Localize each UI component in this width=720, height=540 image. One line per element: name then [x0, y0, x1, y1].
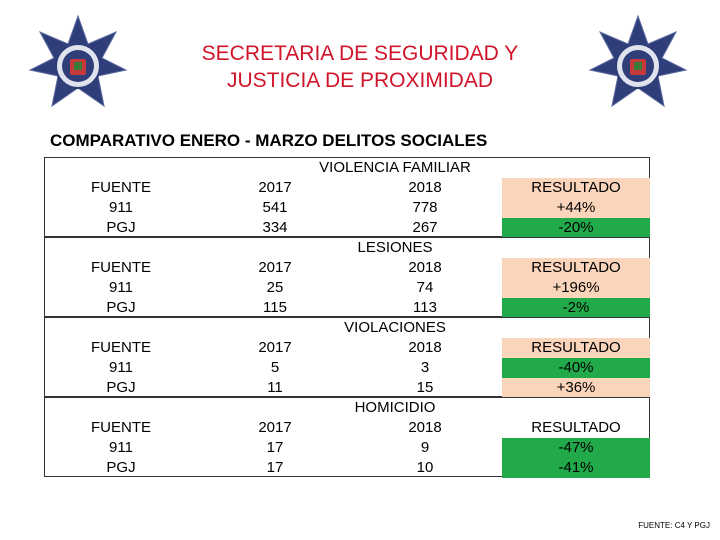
fuente-label: FUENTE	[91, 339, 151, 356]
crime-block-lesiones	[44, 237, 650, 317]
category-label: HOMICIDIO	[354, 399, 436, 416]
value-pgj-2018: 267	[412, 219, 438, 236]
value-911-2017: 17	[266, 439, 284, 456]
title-line-1: SECRETARIA DE SEGURIDAD Y	[201, 42, 519, 65]
category-label: VIOLACIONES	[344, 319, 446, 336]
fuente-label: FUENTE	[91, 179, 151, 196]
source-pgj-label: PGJ	[106, 219, 136, 236]
value-pgj-2017: 334	[262, 219, 288, 236]
crime-block-violaciones	[44, 317, 650, 397]
value-pgj-2018: 10	[416, 459, 434, 476]
year-2018-header: 2018	[408, 259, 442, 276]
year-2018-header: 2018	[408, 179, 442, 196]
value-pgj-2017: 17	[266, 459, 284, 476]
resultado-header: RESULTADO	[502, 258, 650, 278]
crime-block-homicidio	[44, 397, 650, 477]
result-911: -40%	[502, 358, 650, 378]
value-911-2017: 5	[270, 359, 280, 376]
police-star-badge-right	[588, 14, 688, 114]
result-911: +196%	[502, 278, 650, 298]
year-2017-header: 2017	[258, 179, 292, 196]
value-pgj-2018: 113	[413, 299, 437, 316]
result-column	[502, 158, 650, 238]
year-2018-header: 2018	[408, 419, 442, 436]
report-subtitle: COMPARATIVO ENERO - MARZO DELITOS SOCIALES	[50, 131, 488, 150]
value-911-2018: 778	[412, 199, 438, 216]
category-label: LESIONES	[357, 239, 433, 256]
year-2017-header: 2017	[258, 419, 292, 436]
value-911-2017: 25	[266, 279, 284, 296]
source-pgj-label: PGJ	[106, 299, 136, 316]
resultado-header: RESULTADO	[531, 419, 621, 436]
result-column	[502, 238, 650, 318]
resultado-header: RESULTADO	[502, 338, 650, 358]
year-2018-header: 2018	[408, 339, 442, 356]
result-column	[502, 398, 650, 478]
result-911: -47%	[502, 438, 650, 458]
source-911-label: 911	[109, 199, 133, 216]
crime-block-violencia-familiar	[44, 157, 650, 237]
resultado-header: RESULTADO	[502, 178, 650, 198]
value-pgj-2017: 115	[263, 299, 287, 316]
year-2017-header: 2017	[258, 339, 292, 356]
result-pgj: -41%	[502, 458, 650, 478]
source-pgj-label: PGJ	[106, 379, 136, 396]
page-title	[130, 40, 590, 94]
source-911-label: 911	[109, 279, 133, 296]
value-911-2018: 3	[420, 359, 430, 376]
police-star-badge-left	[28, 14, 128, 114]
source-911-label: 911	[109, 359, 133, 376]
result-pgj: -2%	[502, 298, 650, 318]
fuente-label: FUENTE	[91, 259, 151, 276]
value-pgj-2017: 11	[267, 379, 283, 396]
source-911-label: 911	[109, 439, 133, 456]
value-911-2018: 9	[420, 439, 430, 456]
category-label: VIOLENCIA FAMILIAR	[319, 159, 471, 176]
result-pgj: +36%	[502, 378, 650, 398]
title-line-2: JUSTICIA DE PROXIMIDAD	[226, 69, 494, 92]
result-911: +44%	[502, 198, 650, 218]
value-pgj-2018: 15	[416, 379, 434, 396]
result-column	[502, 318, 650, 398]
source-pgj-label: PGJ	[106, 459, 136, 476]
value-911-2017: 541	[262, 199, 288, 216]
year-2017-header: 2017	[258, 259, 292, 276]
fuente-label: FUENTE	[91, 419, 151, 436]
value-911-2018: 74	[416, 279, 434, 296]
result-pgj: -20%	[502, 218, 650, 238]
source-footnote: FUENTE: C4 Y PGJ	[638, 521, 710, 530]
